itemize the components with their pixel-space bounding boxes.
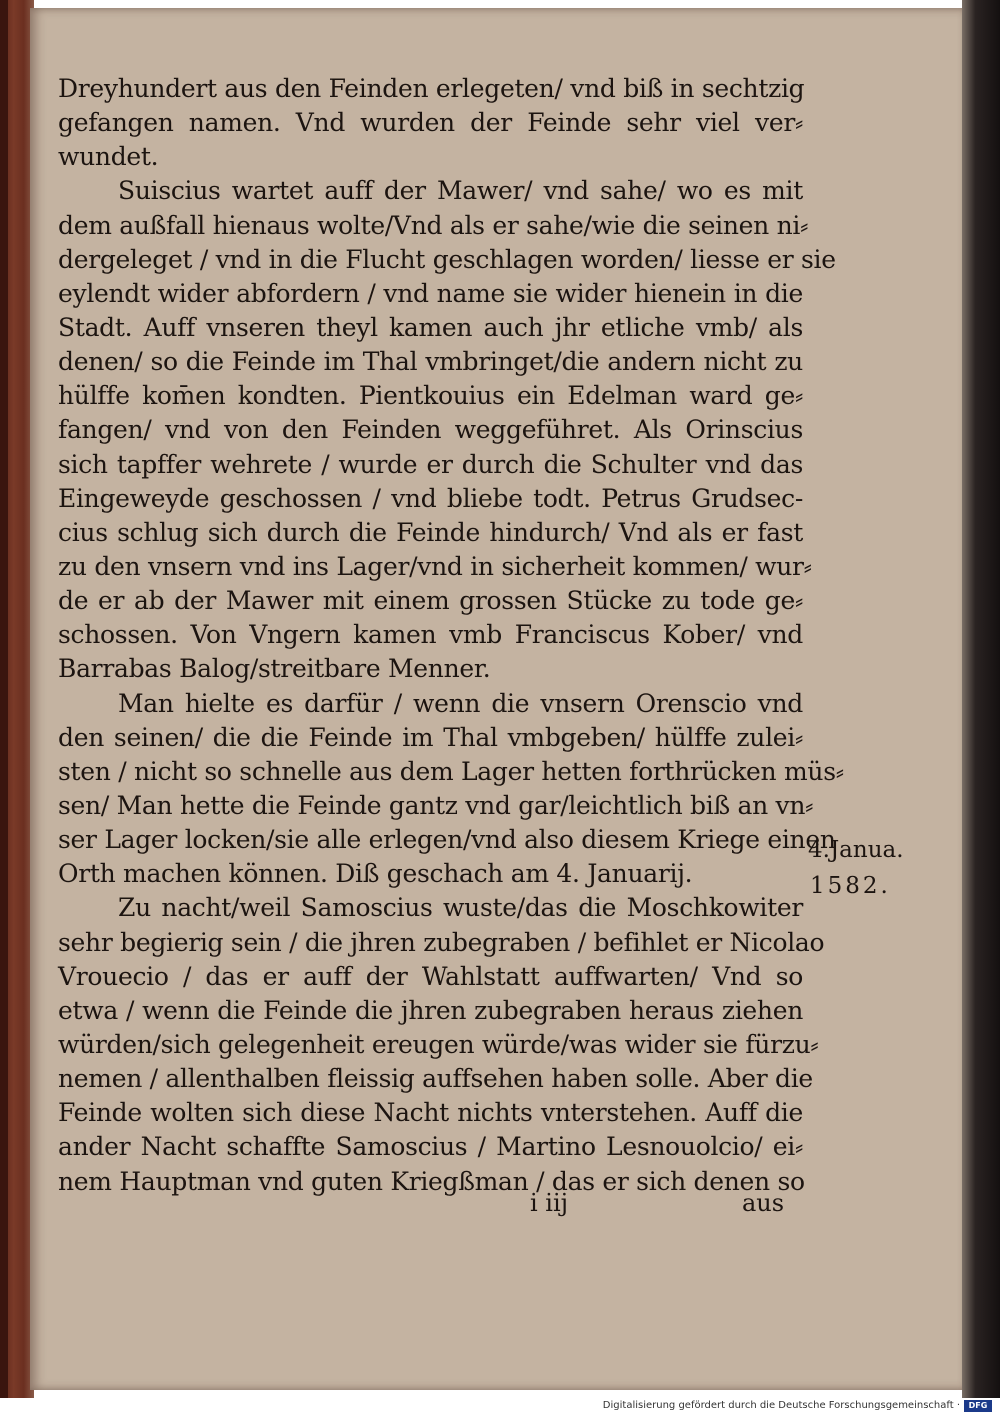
text-line: den seinen/ die die Feinde im Thal vmbgeben/ hülffe zulei⸗ (58, 722, 803, 752)
text-line: Stadt. Auff vnseren theyl kamen auch jhr etliche vmb/ als (58, 312, 803, 342)
spine-shadow (0, 0, 8, 1398)
text-line: dergeleget / vnd in die Flucht geschlagen worden/ liesse er sie (58, 244, 836, 274)
text-line: ander Nacht schaffte Samoscius / Martino Lesnouolcio/ ei⸗ (58, 1132, 803, 1162)
text-line: fangen/ vnd von den Feinden weggeführet. Als Orinscius (58, 415, 803, 445)
catchword: aus (742, 1189, 785, 1217)
marginal-note (808, 832, 904, 904)
digitization-credit: Digitalisierung gefördert durch die Deutsche Forschungsgemeinschaft · (602, 1400, 960, 1411)
text-line: schossen. Von Vngern kamen vmb Franciscus Kober/ vnd (58, 620, 803, 650)
marginal-year: 1582. (810, 873, 891, 899)
text-line: Barrabas Balog/streitbare Menner. (58, 654, 491, 684)
signature-mark: i iij (530, 1189, 569, 1217)
text-line: de er ab der Mawer mit einem grossen Stücke zu tode ge⸗ (58, 586, 803, 616)
text-line: zu den vnsern vnd ins Lager/vnd in sicherheit kommen/ wur⸗ (58, 551, 812, 581)
text-line: gefangen namen. Vnd wurden der Feinde sehr viel ver⸗ (58, 108, 803, 138)
text-line: eylendt wider abfordern / vnd name sie wider hienein in die (58, 278, 803, 308)
text-line: denen/ so die Feinde im Thal vmbringet/die andern nicht zu (58, 347, 803, 377)
text-line: ser Lager locken/sie alle erlegen/vnd also diesem Kriege einen (58, 825, 836, 855)
text-line: Suiscius wartet auff der Mawer/ vnd sahe/ wo es mit (118, 176, 803, 206)
text-line: Dreyhundert aus den Feinden erlegeten/ vnd biß in sechtzig (58, 74, 805, 103)
text-line: nemen / allenthalben fleissig auffsehen haben solle. Aber die (58, 1064, 813, 1094)
text-line: Orth machen können. Diß geschach am 4. Januarij. (58, 859, 693, 889)
text-line: sehr begierig sein / die jhren zubegraben / befihlet er Nicolao (58, 927, 825, 957)
dfg-logo-icon: DFG (964, 1400, 992, 1412)
text-line: hülffe kom̄en kondten. Pientkouius ein Edelman ward ge⸗ (58, 381, 803, 411)
text-line: Feinde wolten sich diese Nacht nichts vnterstehen. Auff die (58, 1098, 803, 1128)
marginal-date: 4.Janua. (808, 837, 904, 863)
text-line: würden/sich gelegenheit ereugen würde/was wider sie fürzu⸗ (58, 1029, 819, 1059)
text-line: sen/ Man hette die Feinde gantz vnd gar/leichtlich biß an vn⸗ (58, 790, 814, 820)
text-line: sten / nicht so schnelle aus dem Lager hetten forthrücken müs⸗ (58, 756, 844, 786)
text-line: nem Hauptman vnd guten Kriegßman / das er sich denen so (58, 1166, 805, 1196)
text-line: cius schlug sich durch die Feinde hindurch/ Vnd als er fast (58, 517, 803, 547)
text-line: wundet. (58, 142, 159, 172)
text-line: Vrouecio / das er auff der Wahlstatt auffwarten/ Vnd so (58, 961, 803, 991)
text-line: sich tapffer wehrete / wurde er durch die Schulter vnd das (58, 449, 803, 479)
text-line: Eingeweyde geschossen / vnd bliebe todt. Petrus Grudsec- (58, 483, 803, 513)
text-line: Man hielte es darfür / wenn die vnsern Orenscio vnd (118, 688, 803, 718)
page-right-shadow (962, 0, 1000, 1398)
text-line: etwa / wenn die Feinde die jhren zubegraben heraus ziehen (58, 995, 803, 1025)
text-line: Zu nacht/weil Samoscius wuste/das die Moschkowiter (118, 893, 803, 923)
body-text (58, 72, 844, 1199)
text-line: dem außfall hienaus wolte/Vnd als er sahe/wie die seinen ni⸗ (58, 210, 809, 240)
